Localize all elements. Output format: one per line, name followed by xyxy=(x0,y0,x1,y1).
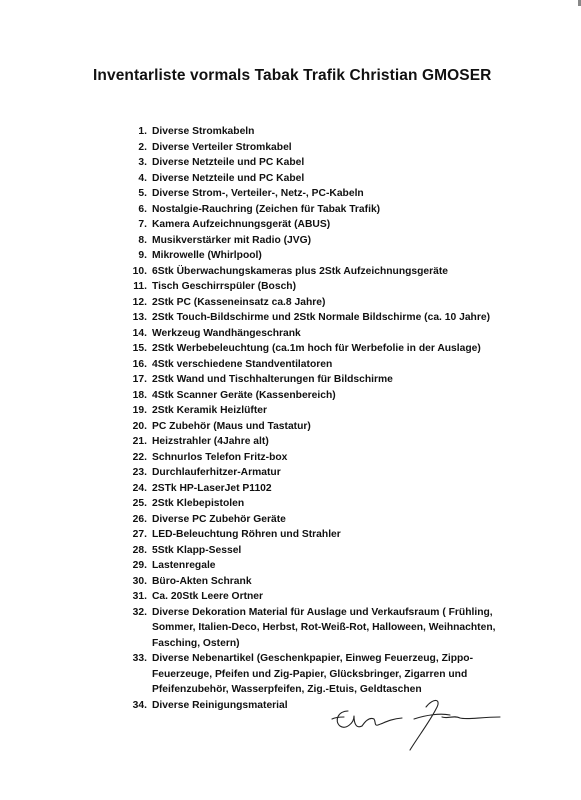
list-item xyxy=(113,605,513,652)
list-item xyxy=(113,558,513,574)
list-item-number: 12. xyxy=(132,296,147,308)
list-item xyxy=(113,512,513,528)
list-item-text: 2Stk Wand und Tischhalterungen für Bildschirme xyxy=(152,374,393,385)
list-item xyxy=(113,372,513,388)
list-item-text: LED-Beleuchtung Röhren und Strahler xyxy=(152,529,341,540)
list-item xyxy=(113,543,513,559)
list-item-number: 28. xyxy=(132,544,147,556)
list-item xyxy=(113,202,513,218)
list-item-number: 11. xyxy=(133,281,147,292)
list-item-text: Diverse Nebenartikel (Geschenkpapier, Einweg Feuerzeug, Zippo- Feuerzeuge, Pfeifen und Zig-Papier, Glücksbringer, Zigarren und Pfeifenzubehör, Wasserpfeifen, Zig.-Etuis, Geldtaschen xyxy=(152,653,474,695)
list-item xyxy=(113,450,513,466)
list-item xyxy=(113,434,513,450)
list-item xyxy=(113,140,513,156)
list-item-number: 18. xyxy=(132,389,147,401)
list-item-number: 25. xyxy=(132,498,147,509)
list-item xyxy=(113,403,513,419)
list-item-text: Diverse Dekoration Material für Auslage und Verkaufsraum ( Frühling, Sommer, Italien-Deco, Herbst, Rot-Weiß-Rot, Halloween, Weihnachten, Fasching, Ostern) xyxy=(152,606,496,649)
list-item xyxy=(113,388,513,404)
list-item-text: 2Stk Keramik Heizlüfter xyxy=(152,405,268,416)
list-item-text: 2Stk Werbebeleuchtung (ca.1m hoch für Werbefolie in der Auslage) xyxy=(152,343,481,354)
list-item xyxy=(113,341,513,357)
list-item-number: 17. xyxy=(132,374,147,385)
list-item xyxy=(113,481,513,497)
list-item-text: PC Zubehör (Maus und Tastatur) xyxy=(152,420,311,432)
list-item-text: 4Stk Scanner Geräte (Kassenbereich) xyxy=(152,389,336,401)
list-item-number: 30. xyxy=(132,575,147,587)
list-item-number: 13. xyxy=(132,312,147,323)
list-item-text: Diverse Verteiler Stromkabel xyxy=(152,141,292,153)
list-item-text: Nostalgie-Rauchring (Zeichen für Tabak Trafik) xyxy=(152,203,381,215)
list-item xyxy=(113,465,513,481)
list-item xyxy=(113,217,513,233)
list-item-text: Schnurlos Telefon Fritz-box xyxy=(152,451,288,463)
list-item-text: Büro-Akten Schrank xyxy=(152,575,252,587)
list-item-number: 15. xyxy=(132,343,147,354)
list-item xyxy=(113,186,513,202)
list-item xyxy=(113,310,513,326)
list-item-text: 6Stk Überwachungskameras plus 2Stk Aufzeichnungsgeräte xyxy=(152,265,449,277)
list-item-number: 19. xyxy=(132,405,147,416)
list-item-text: 5Stk Klapp-Sessel xyxy=(152,544,242,556)
list-item-number: 26. xyxy=(132,513,147,525)
list-item xyxy=(113,124,513,140)
list-item xyxy=(113,295,513,311)
list-item xyxy=(113,155,513,171)
list-item xyxy=(113,233,513,249)
list-item-text: 4Stk verschiedene Standventilatoren xyxy=(152,358,333,370)
list-item-text: Kamera Aufzeichnungsgerät (ABUS) xyxy=(152,219,331,230)
list-item-number: 1. xyxy=(138,126,147,137)
list-item xyxy=(113,651,513,698)
list-item-text: Musikverstärker mit Radio (JVG) xyxy=(152,234,312,246)
list-item-number: 8. xyxy=(138,234,147,246)
list-item-number: 5. xyxy=(138,188,147,199)
list-item-number: 21. xyxy=(132,436,147,447)
list-item-number: 34. xyxy=(132,699,147,711)
inventory-list xyxy=(113,124,513,713)
list-item-number: 3. xyxy=(138,157,147,168)
list-item-text: Diverse PC Zubehör Geräte xyxy=(152,513,286,525)
list-item xyxy=(113,496,513,512)
list-item-text: 2STk HP-LaserJet P1102 xyxy=(152,482,272,494)
list-item-text: Werkzeug Wandhängeschrank xyxy=(152,327,301,339)
list-item-text: Heizstrahler (4Jahre alt) xyxy=(152,436,269,447)
list-item-number: 32. xyxy=(132,606,147,618)
list-item-number: 27. xyxy=(132,529,147,540)
list-item-number: 31. xyxy=(132,591,147,602)
signature-icon xyxy=(330,693,520,753)
list-item-text: Diverse Netzteile und PC Kabel xyxy=(152,157,305,168)
list-item-number: 29. xyxy=(132,560,147,571)
document-title: Inventarliste vormals Tabak Trafik Christian GMOSER xyxy=(93,67,492,84)
list-item xyxy=(113,171,513,187)
list-item-number: 33. xyxy=(132,653,147,664)
list-item-text: Diverse Reinigungsmaterial xyxy=(152,699,288,711)
list-item xyxy=(113,357,513,373)
list-item xyxy=(113,589,513,605)
list-item xyxy=(113,527,513,543)
list-item-text: 2Stk Touch-Bildschirme und 2Stk Normale Bildschirme (ca. 10 Jahre) xyxy=(152,312,490,323)
list-item-number: 2. xyxy=(138,141,147,153)
list-item xyxy=(113,248,513,264)
list-item-text: Tisch Geschirrspüler (Bosch) xyxy=(152,281,297,292)
list-item xyxy=(113,264,513,280)
list-item-number: 10. xyxy=(132,265,147,277)
list-item-text: 2Stk Klebepistolen xyxy=(152,498,245,509)
list-item-text: Ca. 20Stk Leere Ortner xyxy=(152,591,264,602)
list-item-number: 22. xyxy=(132,451,147,463)
list-item-number: 4. xyxy=(138,172,147,184)
list-item-number: 7. xyxy=(138,219,147,230)
list-item xyxy=(113,574,513,590)
list-item-number: 14. xyxy=(132,327,147,339)
list-item-text: 2Stk PC (Kasseneinsatz ca.8 Jahre) xyxy=(152,296,326,308)
list-item xyxy=(113,419,513,435)
list-item-number: 20. xyxy=(132,420,147,432)
list-item-number: 6. xyxy=(138,203,147,215)
list-item xyxy=(113,326,513,342)
list-item-text: Mikrowelle (Whirlpool) xyxy=(152,250,262,261)
list-item-text: Lastenregale xyxy=(152,560,216,571)
list-item-text: Durchlauferhitzer-Armatur xyxy=(152,467,281,478)
list-item xyxy=(113,279,513,295)
list-item-number: 9. xyxy=(138,250,147,261)
list-item-number: 24. xyxy=(132,482,147,494)
list-item-number: 16. xyxy=(132,358,147,370)
list-item-text: Diverse Strom-, Verteiler-, Netz-, PC-Kabeln xyxy=(152,188,364,199)
list-item-text: Diverse Stromkabeln xyxy=(152,126,255,137)
list-item-number: 23. xyxy=(132,467,147,478)
list-item-text: Diverse Netzteile und PC Kabel xyxy=(152,172,305,184)
